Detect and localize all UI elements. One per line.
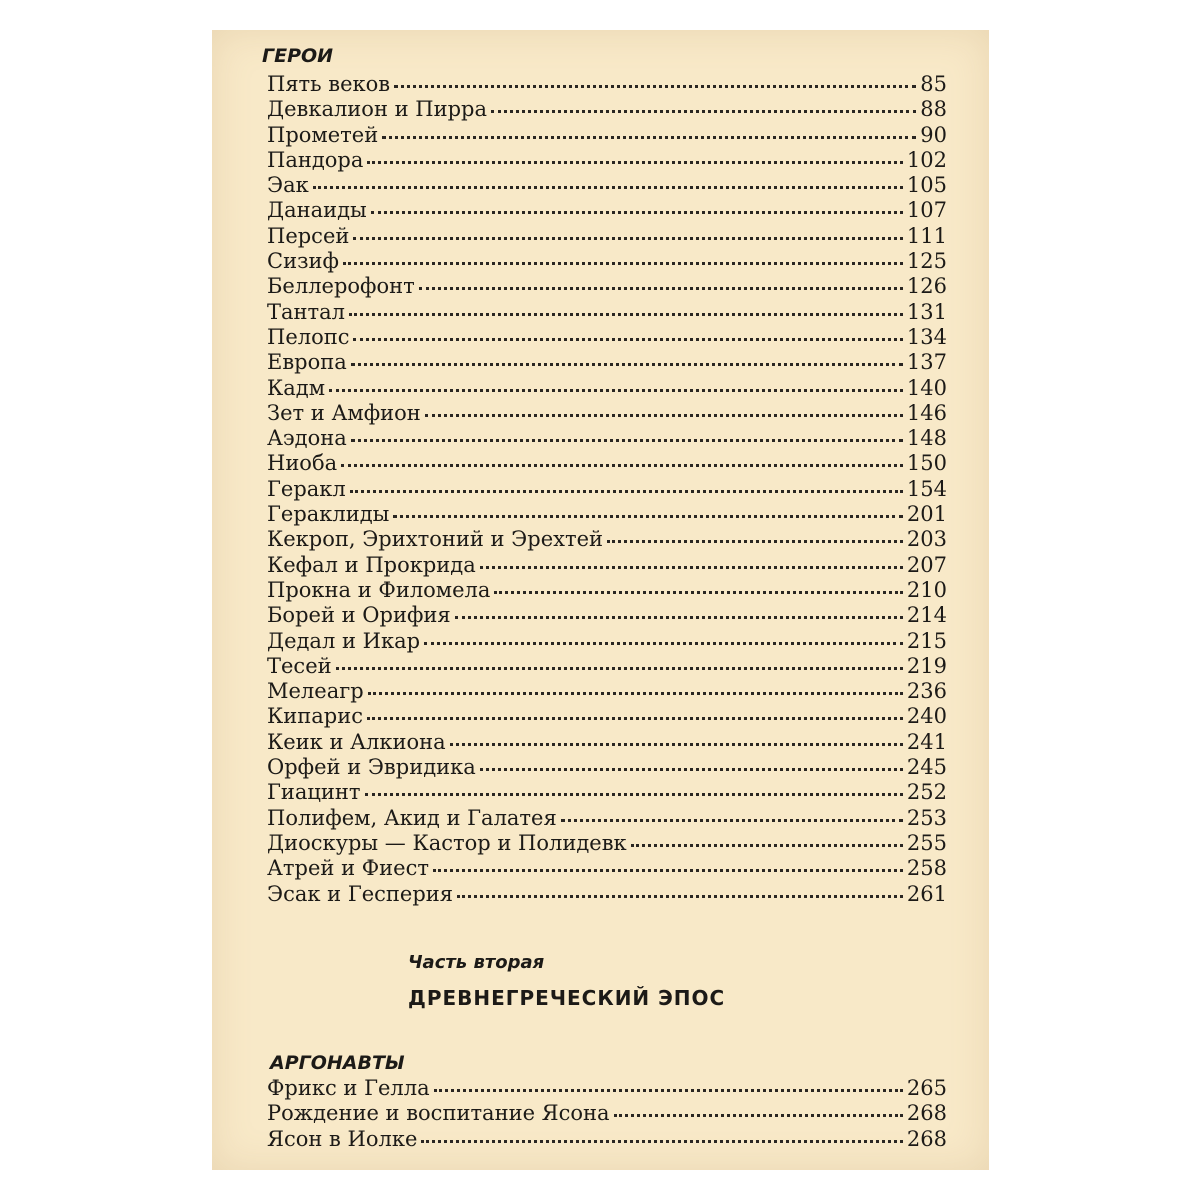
toc-entry-page: 210 — [906, 577, 947, 602]
toc-entry — [267, 72, 947, 97]
toc-entry-page: 268 — [906, 1126, 947, 1151]
toc-entry — [267, 629, 947, 654]
toc-entry-page: 105 — [906, 173, 947, 198]
toc-entry — [267, 755, 947, 780]
dot-leader — [353, 237, 903, 240]
dot-leader — [393, 515, 903, 518]
toc-entry-title: Эак — [267, 173, 309, 198]
section-heading-argonauts: АРГОНАВТЫ — [270, 1052, 405, 1074]
toc-entry-title: Фрикс и Гелла — [267, 1076, 430, 1100]
toc-entry-page: 134 — [906, 324, 947, 349]
dot-leader — [336, 667, 903, 670]
toc-entry-title: Рождение и воспитание Ясона — [267, 1101, 610, 1126]
dot-leader — [343, 262, 903, 265]
toc-entry — [267, 350, 947, 375]
dot-leader — [329, 389, 903, 392]
dot-leader — [491, 110, 916, 113]
toc-entry-page: 154 — [906, 476, 947, 501]
dot-leader — [351, 439, 903, 442]
toc-entry-page: 146 — [906, 400, 947, 425]
toc-entry-page: 102 — [906, 147, 947, 172]
toc-entry-page: 252 — [906, 780, 947, 805]
toc-entry-page: 85 — [920, 72, 947, 96]
toc-entry — [267, 831, 947, 856]
toc-entry-title: Борей и Орифия — [267, 603, 451, 628]
toc-entry-page: 125 — [906, 249, 947, 274]
toc-entry-page: 261 — [906, 881, 947, 906]
dot-leader — [394, 85, 916, 88]
toc-entry-title: Тантал — [267, 299, 346, 324]
part-title: ДРЕВНЕГРЕЧЕСКИЙ ЭПОС — [408, 986, 726, 1010]
dot-leader — [561, 819, 903, 822]
toc-entry-title: Сизиф — [267, 249, 339, 274]
toc-entry — [267, 856, 947, 881]
toc-entry — [267, 806, 947, 831]
part-label: Часть вторая — [408, 952, 545, 973]
dot-leader — [607, 540, 903, 543]
toc-entry — [267, 477, 947, 502]
toc-entry-title: Кеик и Алкиона — [267, 729, 446, 754]
toc-entry — [267, 198, 947, 223]
toc-entry-title: Европа — [267, 350, 347, 375]
toc-entry — [267, 249, 947, 274]
toc-entry — [267, 274, 947, 299]
toc-entry-title: Девкалион и Пирра — [267, 97, 488, 122]
dot-leader — [371, 211, 903, 214]
dot-leader — [425, 414, 903, 417]
dot-leader — [455, 616, 903, 619]
toc-entry-title: Кефал и Прокрида — [267, 552, 476, 577]
toc-entry-page: 203 — [906, 527, 947, 552]
dot-leader — [341, 464, 903, 467]
dot-leader — [382, 136, 916, 139]
dot-leader — [614, 1114, 903, 1117]
toc-entry-page: 90 — [920, 122, 947, 147]
toc-entry — [267, 300, 947, 325]
toc-entry — [267, 148, 947, 173]
dot-leader — [480, 768, 903, 771]
dot-leader — [457, 895, 903, 898]
dot-leader — [433, 869, 903, 872]
dot-leader — [353, 338, 902, 341]
dot-leader — [480, 566, 903, 569]
toc-entry-title: Кекроп, Эрихтоний и Эрехтей — [267, 527, 604, 552]
section-heading-heroes: ГЕРОИ — [262, 45, 334, 67]
toc-entry — [267, 1101, 947, 1126]
toc-entry — [267, 553, 947, 578]
toc-entry-page: 137 — [906, 350, 947, 375]
toc-entry — [267, 376, 947, 401]
toc-entry — [267, 527, 947, 552]
dot-leader — [631, 844, 903, 847]
dot-leader — [351, 363, 903, 366]
toc-entry-page: 240 — [906, 704, 947, 729]
toc-entry — [267, 1076, 947, 1101]
toc-entry-page: 214 — [906, 603, 947, 628]
toc-entry-title: Атрей и Фиест — [267, 856, 429, 881]
dot-leader — [367, 161, 903, 164]
toc-entry-title: Мелеагр — [267, 679, 364, 704]
toc-entry-page: 150 — [906, 451, 947, 476]
dot-leader — [424, 642, 903, 645]
dot-leader — [349, 313, 903, 316]
toc-entry-title: Беллерофонт — [267, 274, 415, 299]
toc-entry — [267, 780, 947, 805]
toc-entry-title: Ясон в Иолке — [267, 1126, 418, 1151]
toc-entry-title: Кипарис — [267, 704, 363, 729]
toc-entry-title: Данаиды — [267, 198, 367, 223]
toc-entry-title: Орфей и Эвридика — [267, 755, 476, 780]
toc-entry-page: 219 — [906, 653, 947, 678]
toc-entry — [267, 578, 947, 603]
toc-entry-title: Гераклиды — [267, 502, 390, 527]
dot-leader — [419, 287, 903, 290]
toc-entry — [267, 882, 947, 907]
toc-entry — [267, 426, 947, 451]
toc-entry-title: Персей — [267, 223, 350, 248]
toc-entry-page: 215 — [906, 628, 947, 653]
toc-entry-title: Прометей — [267, 122, 379, 147]
toc-entry — [267, 1127, 947, 1152]
toc-entry-page: 148 — [906, 426, 947, 451]
toc-entry-title: Диоскуры — Кастор и Полидевк — [267, 830, 627, 855]
dot-leader — [365, 793, 903, 796]
toc-entry-title: Зет и Амфион — [267, 400, 421, 425]
toc-entry — [267, 502, 947, 527]
toc-entry — [267, 173, 947, 198]
toc-entry-page: 258 — [906, 856, 947, 881]
toc-entry-page: 255 — [906, 830, 947, 855]
toc-entry-page: 245 — [906, 755, 947, 780]
toc-entry-page: 88 — [920, 97, 947, 122]
dot-leader — [450, 743, 903, 746]
dot-leader — [313, 186, 903, 189]
toc-entry-page: 207 — [906, 552, 947, 577]
toc-entry — [267, 325, 947, 350]
toc-entry-title: Прокна и Филомела — [267, 577, 491, 602]
toc-entry — [267, 654, 947, 679]
dot-leader — [350, 490, 903, 493]
toc-entry-page: 140 — [906, 375, 947, 400]
toc-entry — [267, 401, 947, 426]
book-page — [212, 30, 989, 1170]
toc-entry-page: 253 — [906, 805, 947, 830]
toc-entry-title: Пелопс — [267, 324, 350, 349]
toc-entry-page: 131 — [906, 299, 947, 324]
toc-list-heroes — [267, 72, 947, 907]
toc-entry — [267, 224, 947, 249]
toc-entry-page: 236 — [906, 679, 947, 704]
toc-entry-title: Полифем, Акид и Галатея — [267, 805, 557, 830]
toc-entry-title: Эсак и Гесперия — [267, 881, 454, 906]
dot-leader — [421, 1140, 903, 1143]
toc-entry-title: Гиацинт — [267, 780, 361, 805]
toc-entry-title: Геракл — [267, 476, 346, 501]
toc-entry — [267, 704, 947, 729]
dot-leader — [368, 692, 903, 695]
toc-entry-page: 111 — [906, 223, 947, 248]
toc-list-argonauts — [267, 1076, 947, 1152]
toc-entry — [267, 679, 947, 704]
toc-entry-page: 126 — [906, 274, 947, 299]
toc-entry — [267, 451, 947, 476]
toc-entry-title: Пять веков — [267, 72, 391, 96]
toc-entry-page: 241 — [906, 729, 947, 754]
toc-entry — [267, 603, 947, 628]
toc-entry-page: 265 — [906, 1076, 947, 1100]
dot-leader — [494, 591, 902, 594]
toc-entry — [267, 123, 947, 148]
toc-entry-title: Пандора — [267, 147, 364, 172]
toc-entry-title: Ниоба — [267, 451, 338, 476]
toc-entry-page: 107 — [906, 198, 947, 223]
dot-leader — [434, 1089, 903, 1092]
toc-entry — [267, 97, 947, 122]
toc-entry-title: Кадм — [267, 375, 326, 400]
toc-entry-page: 268 — [906, 1101, 947, 1126]
toc-entry-title: Аэдона — [267, 426, 347, 451]
toc-entry — [267, 730, 947, 755]
toc-entry-page: 201 — [906, 502, 947, 527]
toc-entry-title: Тесей — [267, 653, 332, 678]
toc-entry-title: Дедал и Икар — [267, 628, 421, 653]
dot-leader — [367, 717, 903, 720]
